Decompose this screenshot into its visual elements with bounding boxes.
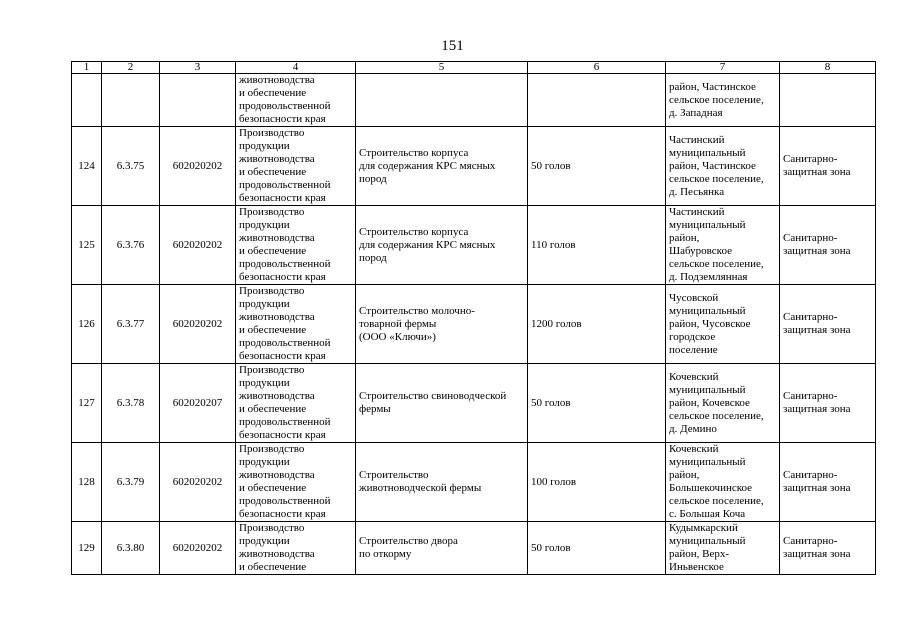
object-cell: Строительство животноводческой фермы — [356, 443, 528, 522]
purpose-cell: Производство продукции животноводства и обеспечение продовольственной безопасности края — [236, 443, 356, 522]
header-cell: 8 — [780, 62, 876, 74]
row-id: 602020202 — [160, 285, 236, 364]
row-number: 125 — [72, 206, 102, 285]
object-cell: Строительство корпуса для содержания КРС мясных пород — [356, 206, 528, 285]
row-code: 6.3.80 — [102, 522, 160, 575]
location-cell: Частинский муниципальный район, Частинское сельское поселение, д. Песьянка — [666, 127, 780, 206]
table-row — [72, 364, 876, 443]
table-row — [72, 443, 876, 522]
object-cell: Строительство молочно- товарной фермы (ООО «Ключи») — [356, 285, 528, 364]
capacity-cell: 100 голов — [528, 443, 666, 522]
zone-cell: Санитарно- защитная зона — [780, 206, 876, 285]
row-number: 124 — [72, 127, 102, 206]
capacity-cell: 50 голов — [528, 364, 666, 443]
table-row — [72, 522, 876, 575]
header-cell: 7 — [666, 62, 780, 74]
row-code: 6.3.76 — [102, 206, 160, 285]
zone-cell: Санитарно- защитная зона — [780, 127, 876, 206]
table-row-continuation — [72, 74, 876, 127]
location-cell: Чусовской муниципальный район, Чусовское городское поселение — [666, 285, 780, 364]
location-cell: Кочевский муниципальный район, Кочевское сельское поселение, д. Демино — [666, 364, 780, 443]
row-number: 126 — [72, 285, 102, 364]
location-cell: Частинский муниципальный район, Шабуровское сельское поселение, д. Подземлянная — [666, 206, 780, 285]
purpose-cell: Производство продукции животноводства и обеспечение продовольственной безопасности края — [236, 127, 356, 206]
row-id: 602020202 — [160, 206, 236, 285]
location-cell: Кудымкарский муниципальный район, Верх- Иньвенское — [666, 522, 780, 575]
object-cell: Строительство свиноводческой фермы — [356, 364, 528, 443]
location-cell: район, Частинское сельское поселение, д. Западная — [666, 74, 780, 127]
header-cell: 5 — [356, 62, 528, 74]
zone-cell: Санитарно- защитная зона — [780, 364, 876, 443]
page-number: 151 — [441, 38, 464, 54]
zone-cell: Санитарно- защитная зона — [780, 522, 876, 575]
header-cell: 2 — [102, 62, 160, 74]
zone-cell: Санитарно- защитная зона — [780, 285, 876, 364]
capacity-cell: 1200 голов — [528, 285, 666, 364]
object-cell: Строительство двора по откорму — [356, 522, 528, 575]
row-code: 6.3.77 — [102, 285, 160, 364]
row-number: 127 — [72, 364, 102, 443]
header-cell: 4 — [236, 62, 356, 74]
row-id: 602020207 — [160, 364, 236, 443]
document-table — [71, 61, 876, 575]
capacity-cell: 110 голов — [528, 206, 666, 285]
row-code: 6.3.75 — [102, 127, 160, 206]
row-id: 602020202 — [160, 127, 236, 206]
capacity-cell: 50 голов — [528, 127, 666, 206]
purpose-cell: Производство продукции животноводства и обеспечение продовольственной безопасности края — [236, 364, 356, 443]
capacity-cell: 50 голов — [528, 522, 666, 575]
object-cell: Строительство корпуса для содержания КРС мясных пород — [356, 127, 528, 206]
table-row — [72, 285, 876, 364]
row-code: 6.3.78 — [102, 364, 160, 443]
purpose-cell: Производство продукции животноводства и обеспечение продовольственной безопасности края — [236, 285, 356, 364]
zone-cell: Санитарно- защитная зона — [780, 443, 876, 522]
header-cell: 1 — [72, 62, 102, 74]
table-row — [72, 206, 876, 285]
purpose-cell: животноводства и обеспечение продовольственной безопасности края — [236, 74, 356, 127]
purpose-cell: Производство продукции животноводства и обеспечение — [236, 522, 356, 575]
purpose-cell: Производство продукции животноводства и обеспечение продовольственной безопасности края — [236, 206, 356, 285]
table-row — [72, 127, 876, 206]
header-cell: 3 — [160, 62, 236, 74]
row-id: 602020202 — [160, 522, 236, 575]
row-number: 128 — [72, 443, 102, 522]
header-cell: 6 — [528, 62, 666, 74]
row-code: 6.3.79 — [102, 443, 160, 522]
row-number: 129 — [72, 522, 102, 575]
header-row — [72, 62, 876, 74]
row-id: 602020202 — [160, 443, 236, 522]
location-cell: Кочевский муниципальный район, Большекочинское сельское поселение, с. Большая Коча — [666, 443, 780, 522]
